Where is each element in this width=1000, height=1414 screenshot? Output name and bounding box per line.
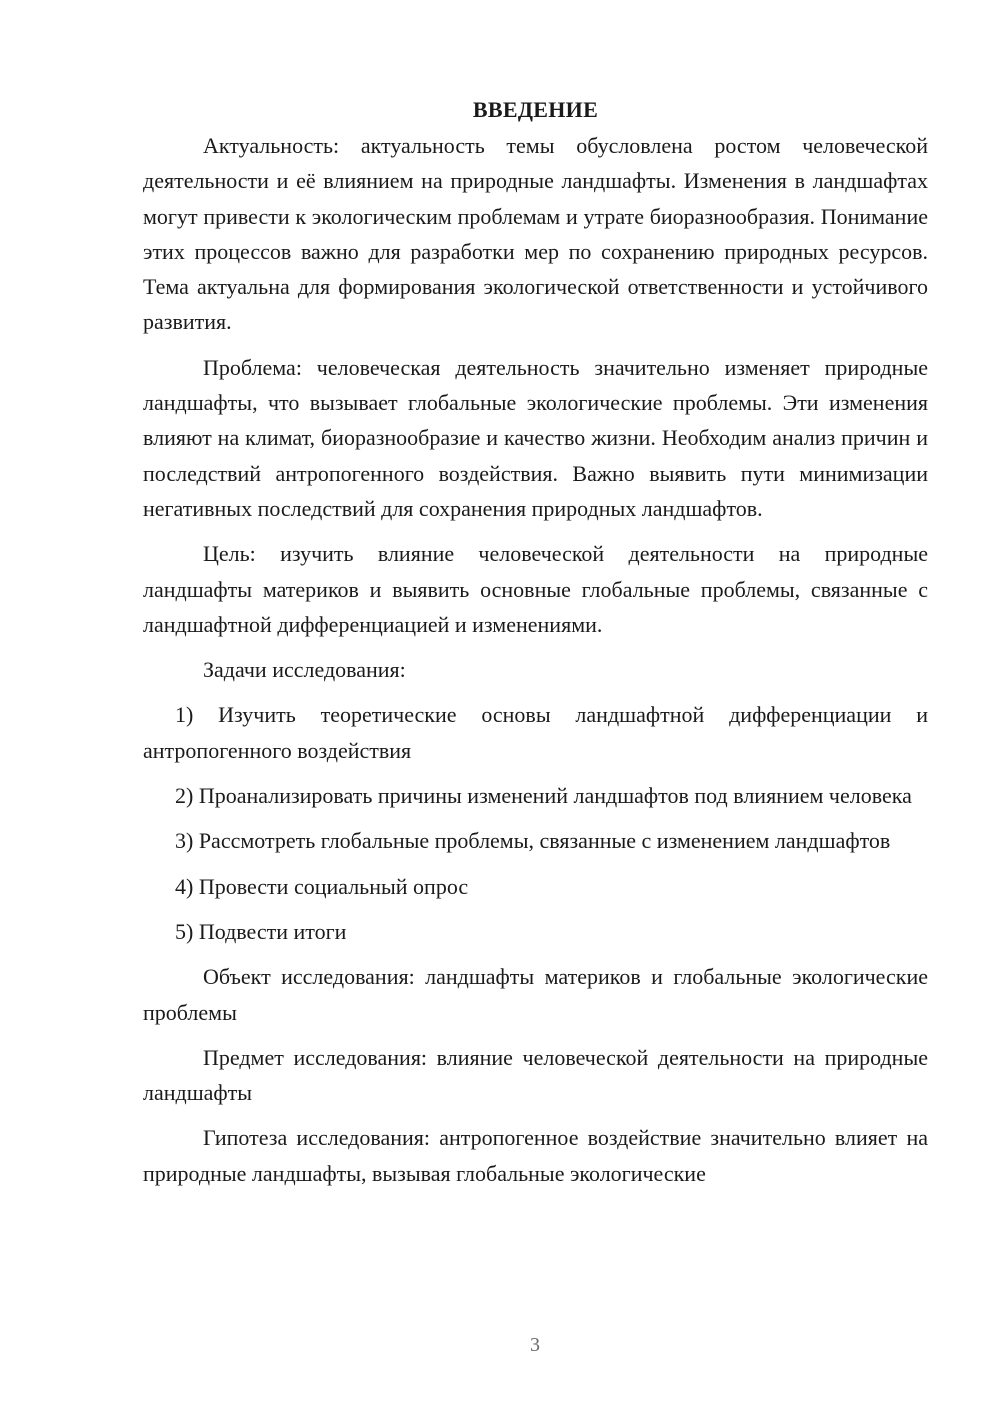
tasks-heading: Задачи исследования: bbox=[203, 657, 406, 683]
subject-paragraph: Предмет исследования: влияние человеческой деятельности на природные ландшафты bbox=[143, 1044, 928, 1106]
task-item: 5) Подвести итоги bbox=[175, 918, 347, 944]
relevance-paragraph: Актуальность: актуальность темы обусловлена ростом человеческой деятельности и её влиянием на природные ландшафты. Изменения в ландшафтах могут привести к экологическим проблемам и утрате биоразнообразия. Понимание этих процессов важно для разработки мер по сохранению природных ресурсов. Тема актуальна для формирования экологической ответственности и устойчивого развития. bbox=[143, 133, 928, 335]
object-paragraph: Объект исследования: ландшафты материков и глобальные экологические проблемы bbox=[143, 964, 928, 1025]
hypothesis-paragraph: Гипотеза исследования: антропогенное воздействие значительно влияет на природные ландшафты, вызывая глобальные экологические bbox=[143, 1125, 928, 1186]
problem-paragraph: Проблема: человеческая деятельность значительно изменяет природные ландшафты, что вызывает глобальные экологические проблемы. Эти изменения влияют на климат, биоразнообразие и качество жизни. Необходим анализ причин и последствий антропогенного воздействия. Важно выявить пути минимизации негативных последствий для сохранения природных ландшафтов. bbox=[143, 354, 928, 521]
page-content bbox=[143, 92, 928, 1201]
task-item: 2) Проанализировать причины изменений ландшафтов под влиянием человека bbox=[175, 783, 912, 809]
section-title: ВВЕДЕНИЕ bbox=[472, 97, 599, 122]
goal-paragraph: Цель: изучить влияние человеческой деятельности на природные ландшафты материков и выявить основные глобальные проблемы, связанные с ландшафтной дифференциацией и изменениями. bbox=[143, 541, 928, 637]
task-item: 4) Провести социальный опрос bbox=[175, 873, 469, 899]
task-item: 1) Изучить теоретические основы ландшафтной дифференциации и антропогенного воздействия bbox=[143, 702, 928, 763]
task-item: 3) Рассмотреть глобальные проблемы, связанные с изменением ландшафтов bbox=[175, 828, 891, 854]
page-number: 3 bbox=[530, 1334, 540, 1356]
